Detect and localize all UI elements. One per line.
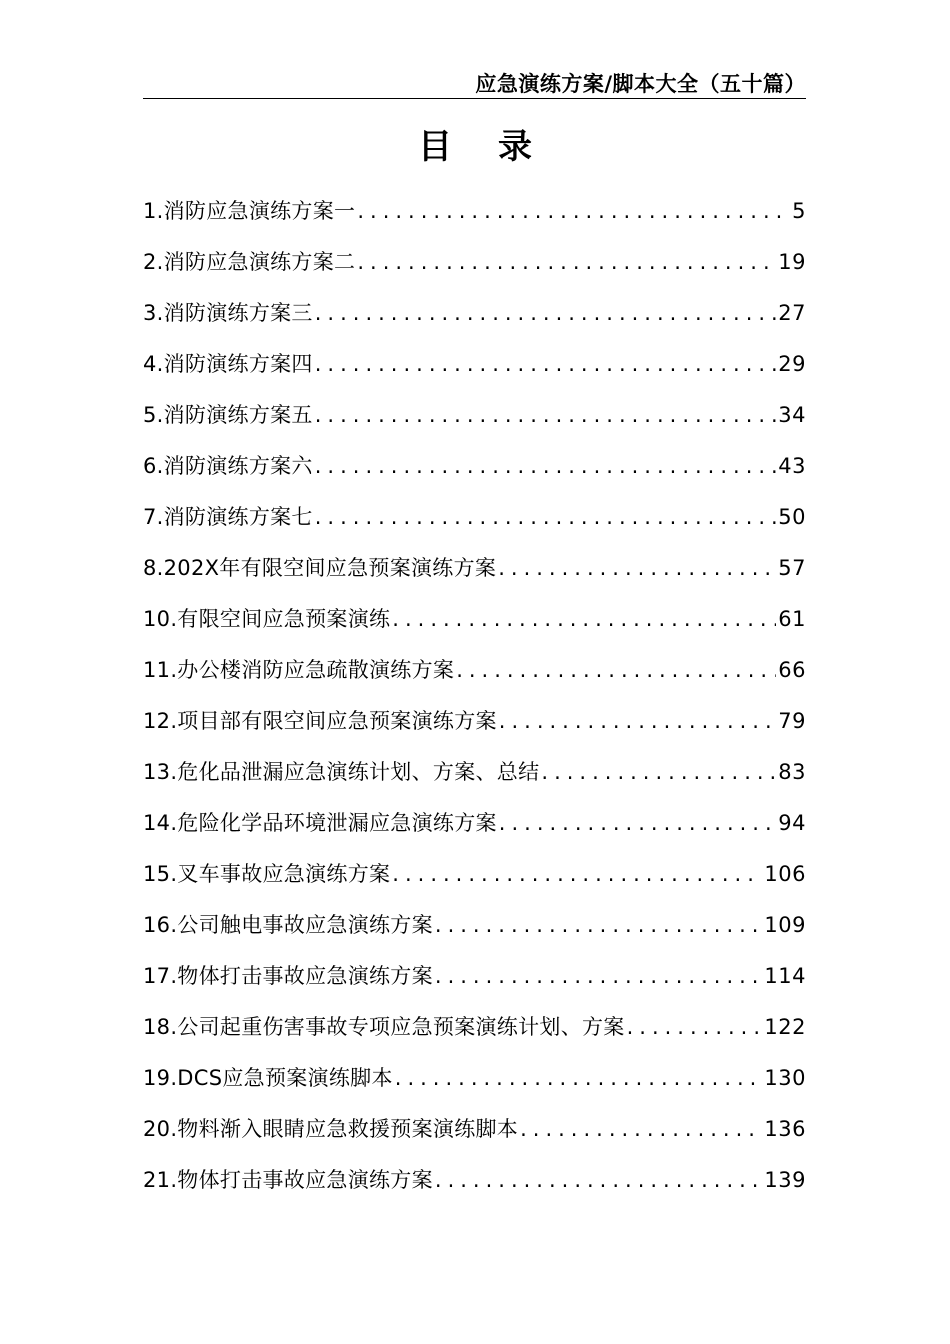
toc-entry-title: 1.消防应急演练方案一 <box>143 199 356 223</box>
toc-entry[interactable] <box>143 703 806 754</box>
toc-page-number: 57 <box>778 556 806 580</box>
toc-entry-title: 11.办公楼消防应急疏散演练方案 <box>143 658 455 682</box>
table-of-contents <box>143 193 806 1213</box>
toc-entry-title: 10.有限空间应急预案演练 <box>143 607 391 631</box>
dot-leader <box>315 295 777 331</box>
toc-page-number: 139 <box>764 1168 806 1192</box>
toc-entry[interactable] <box>143 856 806 907</box>
dot-leader <box>499 703 776 739</box>
toc-entry-title: 12.项目部有限空间应急预案演练方案 <box>143 709 497 733</box>
dot-leader <box>541 754 776 790</box>
toc-entry-title: 8.202X年有限空间应急预案演练方案 <box>143 556 497 580</box>
toc-entry[interactable] <box>143 193 806 244</box>
dot-leader <box>315 397 777 433</box>
toc-heading: 目录 <box>418 127 578 167</box>
toc-page-number: 27 <box>778 301 806 325</box>
toc-page-number: 61 <box>778 607 806 631</box>
toc-page-number: 50 <box>778 505 806 529</box>
toc-page-number: 122 <box>764 1015 806 1039</box>
dot-leader <box>392 856 762 892</box>
toc-entry-title: 21.物体打击事故应急演练方案 <box>143 1168 433 1192</box>
toc-entry[interactable] <box>143 805 806 856</box>
toc-entry[interactable] <box>143 295 806 346</box>
toc-entry-title: 6.消防演练方案六 <box>143 454 313 478</box>
toc-entry[interactable] <box>143 499 806 550</box>
dot-leader <box>499 805 776 841</box>
toc-entry[interactable] <box>143 550 806 601</box>
toc-entry[interactable] <box>143 346 806 397</box>
toc-entry[interactable] <box>143 397 806 448</box>
toc-entry-title: 18.公司起重伤害事故专项应急预案演练计划、方案 <box>143 1015 625 1039</box>
toc-page-number: 79 <box>778 709 806 733</box>
toc-entry[interactable] <box>143 244 806 295</box>
toc-page-number: 66 <box>778 658 806 682</box>
dot-leader <box>395 1060 763 1096</box>
toc-entry[interactable] <box>143 1009 806 1060</box>
toc-entry[interactable] <box>143 652 806 703</box>
toc-entry-title: 4.消防演练方案四 <box>143 352 313 376</box>
toc-entry-title: 14.危险化学品环境泄漏应急演练方案 <box>143 811 497 835</box>
dot-leader <box>315 448 777 484</box>
toc-page-number: 106 <box>764 862 806 886</box>
toc-page-number: 114 <box>764 964 806 988</box>
dot-leader <box>392 601 776 637</box>
toc-entry-title: 7.消防演练方案七 <box>143 505 313 529</box>
toc-page-number: 83 <box>778 760 806 784</box>
toc-page-number: 29 <box>778 352 806 376</box>
toc-entry-title: 3.消防演练方案三 <box>143 301 313 325</box>
toc-entry[interactable] <box>143 754 806 805</box>
toc-entry[interactable] <box>143 448 806 499</box>
dot-leader <box>435 958 763 994</box>
toc-entry-title: 19.DCS应急预案演练脚本 <box>143 1066 393 1090</box>
document-header: 应急演练方案/脚本大全（五十篇） <box>143 70 806 99</box>
toc-entry[interactable] <box>143 1111 806 1162</box>
toc-entry[interactable] <box>143 1060 806 1111</box>
dot-leader <box>357 244 776 280</box>
toc-page-number: 109 <box>764 913 806 937</box>
toc-entry[interactable] <box>143 1162 806 1213</box>
toc-page-number: 5 <box>792 199 806 223</box>
toc-entry-title: 16.公司触电事故应急演练方案 <box>143 913 433 937</box>
dot-leader <box>315 346 777 382</box>
toc-entry[interactable] <box>143 907 806 958</box>
toc-entry-title: 17.物体打击事故应急演练方案 <box>143 964 433 988</box>
toc-entry-title: 5.消防演练方案五 <box>143 403 313 427</box>
toc-entry-title: 15.叉车事故应急演练方案 <box>143 862 391 886</box>
toc-entry-title: 20.物料渐入眼睛应急救援预案演练脚本 <box>143 1117 519 1141</box>
toc-page-number: 34 <box>778 403 806 427</box>
dot-leader <box>435 907 763 943</box>
dot-leader <box>520 1111 762 1147</box>
toc-entry[interactable] <box>143 958 806 1009</box>
toc-page-number: 130 <box>764 1066 806 1090</box>
toc-page-number: 136 <box>764 1117 806 1141</box>
dot-leader <box>498 550 776 586</box>
dot-leader <box>456 652 776 688</box>
toc-page-number: 94 <box>778 811 806 835</box>
toc-page-number: 19 <box>778 250 806 274</box>
dot-leader <box>357 193 790 229</box>
toc-entry-title: 13.危化品泄漏应急演练计划、方案、总结 <box>143 760 540 784</box>
dot-leader <box>315 499 777 535</box>
toc-page-number: 43 <box>778 454 806 478</box>
toc-entry[interactable] <box>143 601 806 652</box>
dot-leader <box>435 1162 763 1198</box>
dot-leader <box>627 1009 763 1045</box>
toc-entry-title: 2.消防应急演练方案二 <box>143 250 356 274</box>
